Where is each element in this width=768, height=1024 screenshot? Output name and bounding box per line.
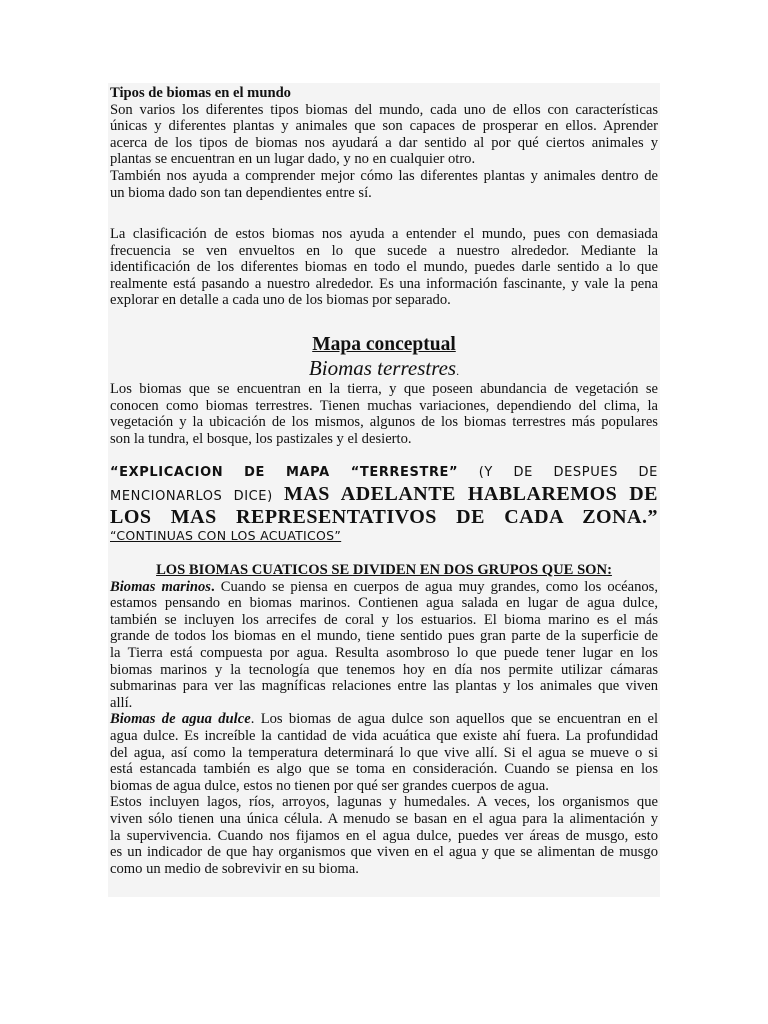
fresh-first: . Los biomas de agua dulce son aquellos que se encuentran en el (250, 711, 659, 728)
classification-line: La clasificación de estos biomas nos ayuda a entender el mundo, pues con demasiada (110, 226, 658, 242)
classification-line: explorar en detalle a cada uno de los biomas por separado. (110, 292, 451, 309)
map-subheading (110, 355, 658, 384)
document-page (108, 83, 660, 897)
marine-line: también se incluyen los arrecifes de coral y los estuarios. El bioma marino es el más (110, 611, 658, 628)
fresh-extra-line: Estos incluyen lagos, ríos, arroyos, lagunas y humedales. A veces, los organismos que (110, 794, 658, 811)
terrestrial-line: son la tundra, el bosque, los pastizales y el desierto. (110, 430, 412, 447)
classification-line: realmente está pasando a nuestro alrededor. Es una información fascinante, y vale la pena (110, 275, 658, 292)
aquatic-heading: LOS BIOMAS CUATICOS SE DIVIDEN EN DOS GRUPOS QUE SON: (156, 562, 612, 578)
intro-line: Son varios los diferentes tipos biomas del mundo, cada uno de ellos con características (110, 101, 658, 118)
fresh-label: Biomas de agua dulce (110, 711, 251, 728)
note-line-1 (110, 464, 658, 482)
fresh-first-line (110, 711, 658, 728)
fresh-line: biomas de agua dulce, estos no tienen por qué ser grandes cuerpos de agua. (110, 777, 549, 794)
fresh-extra-line: es un indicador de que hay organismos que viven en el agua y que se alimentan de musgo (110, 844, 658, 861)
terrestrial-line: Los biomas que se encuentran en la tierra, y que poseen abundancia de vegetación se (110, 381, 658, 397)
note-big: MAS ADELANTE HABLAREMOS DE (283, 483, 658, 505)
fresh-line: está estancada también es algo que se toma en consideración. Cuando se piensa en los (110, 761, 658, 778)
fresh-extra-line: la supervivencia. Cuando nos fijamos en el agua dulce, puedes ver áreas de musgo, esto (110, 827, 658, 844)
fresh-extra-line: viven sólo tienen una única célula. A menudo se basan en el agua para la alimentación y (110, 811, 658, 827)
intro-line: plantas se encuentran en un lugar dado, y no en cualquier otro. (110, 151, 476, 168)
fresh-line: agua dulce. Es increíble la cantidad de vida acuática que existe ahí fuera. La profundidad (110, 728, 658, 744)
marine-dot: . (210, 578, 215, 595)
marine-line: biomas marinos y la tecnología que tenemos hoy en día nos permite utilizar cámaras (110, 661, 658, 678)
marine-first: Cuando se piensa en cuerpos de agua muy grandes, como los océanos, (214, 578, 658, 595)
marine-line: allí. (110, 694, 133, 711)
marine-line: estamos pensando en biomas marinos. Contienen agua salada en lugar de agua dulce, (110, 595, 658, 612)
marine-line: submarinas para ver las magníficas relaciones entre las plantas y los animales que viven (110, 678, 658, 695)
marine-line: la Tierra está compuesta por agua. Resulta asombroso lo que puede tener lugar en los (110, 645, 658, 661)
note-line-4: “CONTINUAS CON LOS ACUATICOS” (110, 528, 342, 543)
map-subheading-dot: . (456, 364, 460, 378)
terrestrial-line: vegetación y la ubicación de los mismos, algunos de los biomas terrestres más populares (110, 414, 658, 431)
note-rest: (Y DE DESPUES DE (458, 465, 658, 480)
terrestrial-line: conocen como biomas terrestres. Tienen muchas variaciones, dependiendo del clima, la (110, 397, 658, 414)
marine-line: grande de todos los biomas en el mundo, tiene sentido pues gran parte de la superficie de (110, 628, 658, 645)
note-small: MENCIONARLOS DICE) (110, 489, 284, 504)
map-heading: Mapa conceptual (312, 334, 456, 355)
intro-line: únicas y diferentes plantas y animales que son capaces de prosperar en ellos. Aprender (110, 118, 658, 135)
classification-line: identificación de los diferentes biomas en todo el mundo, puedes darle sentido a lo que (110, 259, 658, 276)
intro-line: También nos ayuda a comprender mejor cómo las diferentes plantas y animales dentro de (110, 168, 658, 184)
intro-line: un bioma dado son tan dependientes entre sí. (110, 184, 372, 201)
note-bold: “EXPLICACION DE MAPA “TERRESTRE” (110, 465, 459, 480)
note-line-3: LOS MAS REPRESENTATIVOS DE CADA ZONA.” (110, 506, 658, 528)
fresh-extra-line: como un medio de sobrevivir en su bioma. (110, 860, 359, 877)
intro-line: acerca de los tipos de biomas nos ayudará a dar sentido al por qué ciertos animales y (110, 134, 658, 151)
map-subheading-text: Biomas terrestres (308, 356, 457, 380)
marine-label: Biomas marinos (110, 578, 211, 595)
fresh-line: del agua, así como la temperatura determinará lo que vive allí. Si el agua se mueve o si (110, 744, 658, 761)
classification-line: frecuencia se ven envueltos en lo que sucede a nuestro alrededor. Mediante la (110, 242, 658, 259)
marine-first-line (110, 579, 658, 596)
intro-title: Tipos de biomas en el mundo (110, 85, 291, 101)
